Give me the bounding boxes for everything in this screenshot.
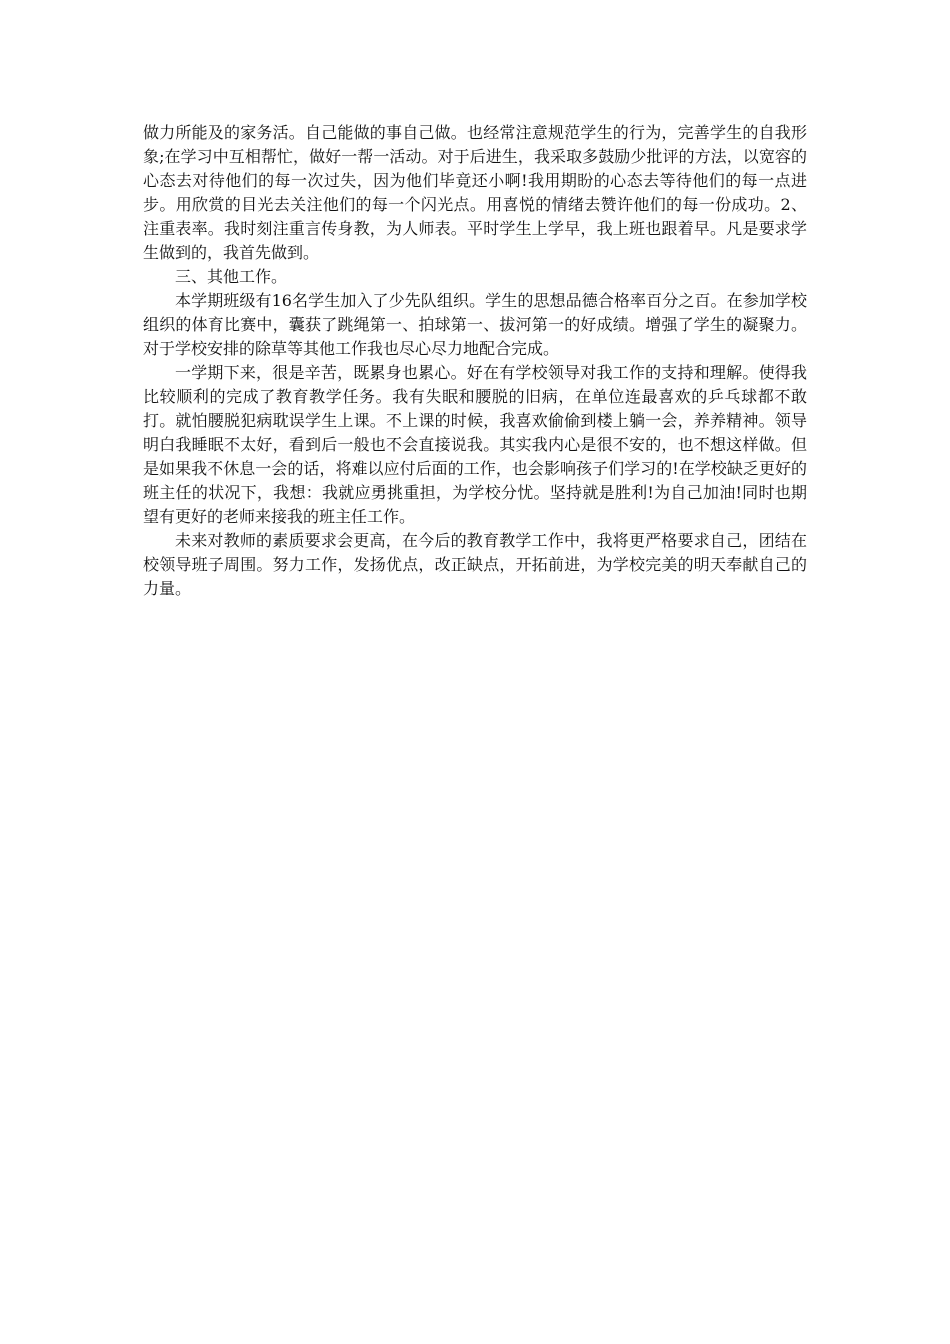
section-heading-other-work: 三、其他工作。 — [175, 267, 288, 286]
paragraph-semester-reflection: 一学期下来，很是辛苦，既累身也累心。好在有学校领导对我工作的支持和理解。使得我比较顺利的完成了教育教学任务。我有失眠和腰脱的旧病，在单位连最喜欢的乒乓球都不敢打。就怕腰脱犯病耽误学生上课。不上课的时候，我喜欢偷偷到楼上躺一会，养养精神。领导明白我睡眠不太好，看到后一般也不会直接说我。其实我内心是很不安的，也不想这样做。但是如果我不休息一会的话，将难以应付后面的工作，也会影响孩子们学习的!在学校缺乏更好的班主任的状况下，我想：我就应勇挑重担，为学校分忧。坚持就是胜利!为自己加油!同时也期望有更好的老师来接我的班主任工作。 — [143, 363, 807, 526]
paragraph-future-outlook: 未来对教师的素质要求会更高，在今后的教育教学工作中，我将更严格要求自己，团结在校领导班子周围。努力工作，发扬优点，改正缺点，开拓前进，为学校完美的明天奉献自己的力量。 — [143, 531, 807, 598]
document-body — [143, 121, 807, 601]
paragraph-young-pioneers: 本学期班级有16名学生加入了少先队组织。学生的思想品德合格率百分之百。在参加学校组织的体育比赛中，囊获了跳绳第一、拍球第一、拔河第一的好成绩。增强了学生的凝聚力。对于学校安排的除草等其他工作我也尽心尽力地配合完成。 — [143, 291, 807, 358]
paragraph-continuation: 做力所能及的家务活。自己能做的事自己做。也经常注意规范学生的行为，完善学生的自我形象;在学习中互相帮忙，做好一帮一活动。对于后进生，我采取多鼓励少批评的方法，以宽容的心态去对待他们的每一次过失，因为他们毕竟还小啊!我用期盼的心态去等待他们的每一点进步。用欣赏的目光去关注他们的每一个闪光点。用喜悦的情绪去赞许他们的每一份成功。2、注重表率。我时刻注重言传身教，为人师表。平时学生上学早，我上班也跟着早。凡是要求学生做到的，我首先做到。 — [143, 123, 807, 262]
